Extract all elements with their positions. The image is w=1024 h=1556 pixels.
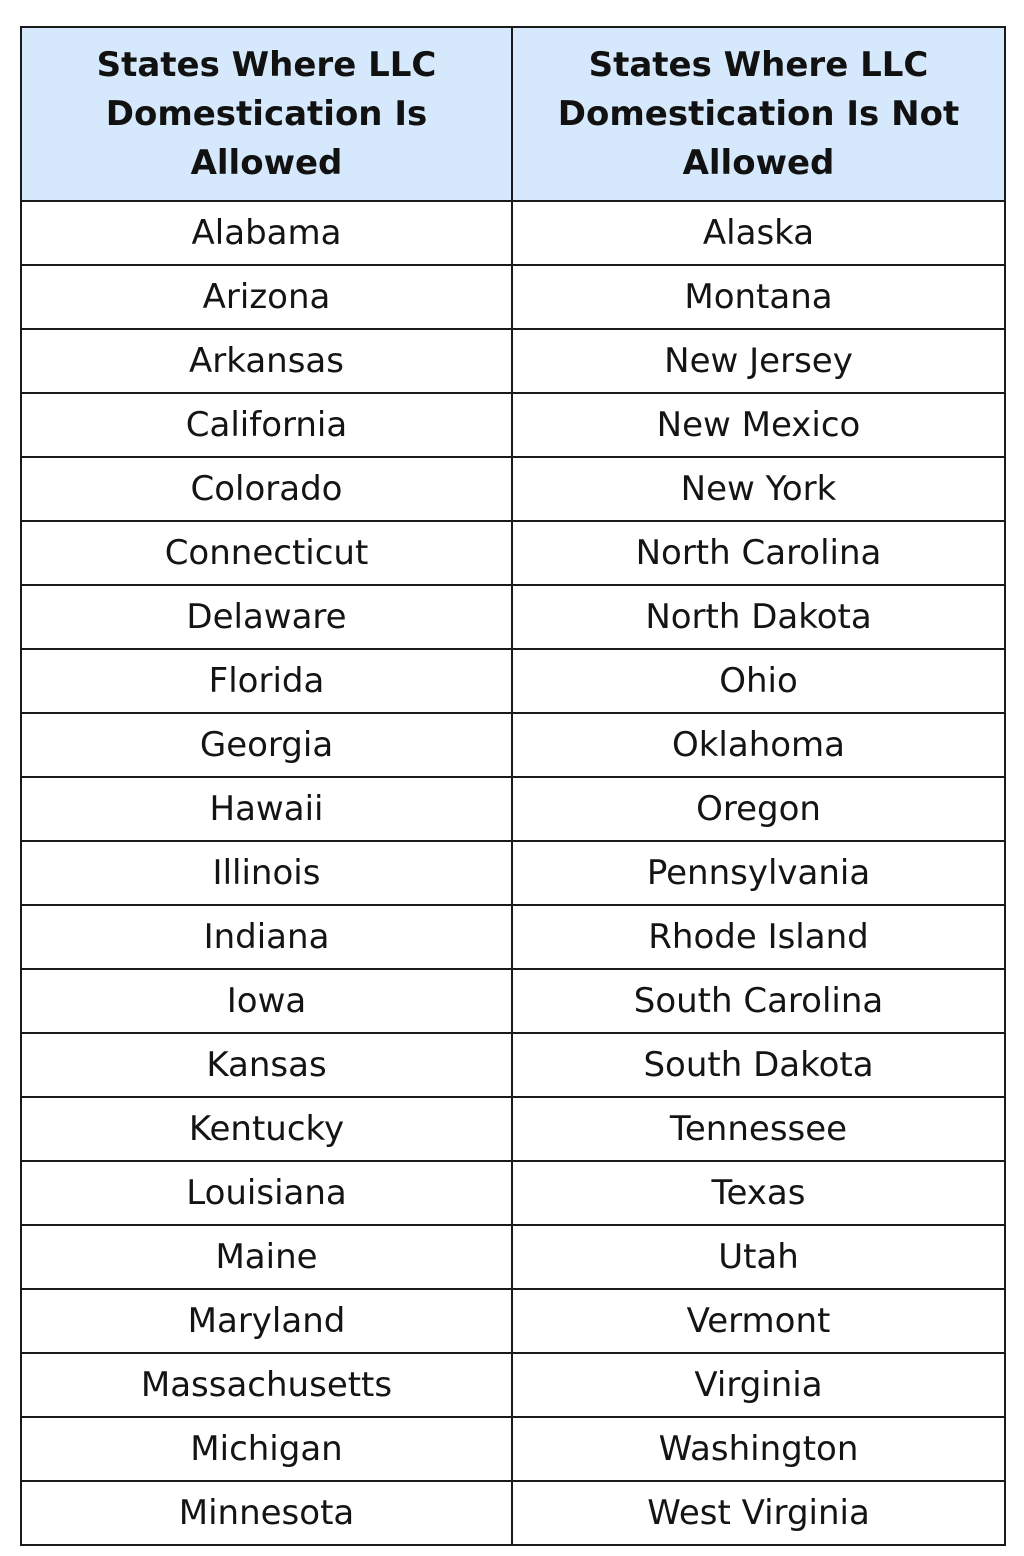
table-header bbox=[21, 27, 1005, 201]
allowed-state-cell: Maryland bbox=[21, 1289, 512, 1353]
not-allowed-state-cell: Montana bbox=[512, 265, 1005, 329]
table-body bbox=[21, 201, 1005, 1545]
not-allowed-state-cell: Tennessee bbox=[512, 1097, 1005, 1161]
allowed-state-cell: Arizona bbox=[21, 265, 512, 329]
not-allowed-state-cell: North Dakota bbox=[512, 585, 1005, 649]
not-allowed-state-cell: Washington bbox=[512, 1417, 1005, 1481]
table-row bbox=[21, 1289, 1005, 1353]
allowed-state-cell: Indiana bbox=[21, 905, 512, 969]
table-row bbox=[21, 713, 1005, 777]
not-allowed-state-cell: New York bbox=[512, 457, 1005, 521]
allowed-state-cell: Iowa bbox=[21, 969, 512, 1033]
header-not-allowed: States Where LLC Domestication Is Not Allowed bbox=[512, 27, 1005, 201]
allowed-state-cell: Louisiana bbox=[21, 1161, 512, 1225]
table-row bbox=[21, 1417, 1005, 1481]
not-allowed-state-cell: Oregon bbox=[512, 777, 1005, 841]
not-allowed-state-cell: Texas bbox=[512, 1161, 1005, 1225]
allowed-state-cell: Kansas bbox=[21, 1033, 512, 1097]
allowed-state-cell: Arkansas bbox=[21, 329, 512, 393]
table-row bbox=[21, 969, 1005, 1033]
table-row bbox=[21, 521, 1005, 585]
table-row bbox=[21, 1161, 1005, 1225]
allowed-state-cell: Kentucky bbox=[21, 1097, 512, 1161]
not-allowed-state-cell: North Carolina bbox=[512, 521, 1005, 585]
allowed-state-cell: Maine bbox=[21, 1225, 512, 1289]
table-row bbox=[21, 329, 1005, 393]
table-row bbox=[21, 1033, 1005, 1097]
table-row bbox=[21, 841, 1005, 905]
not-allowed-state-cell: West Virginia bbox=[512, 1481, 1005, 1545]
not-allowed-state-cell: Ohio bbox=[512, 649, 1005, 713]
not-allowed-state-cell: Oklahoma bbox=[512, 713, 1005, 777]
header-allowed: States Where LLC Domestication Is Allowed bbox=[21, 27, 512, 201]
table-row bbox=[21, 393, 1005, 457]
allowed-state-cell: Michigan bbox=[21, 1417, 512, 1481]
table-row bbox=[21, 905, 1005, 969]
allowed-state-cell: Delaware bbox=[21, 585, 512, 649]
allowed-state-cell: Florida bbox=[21, 649, 512, 713]
llc-domestication-table bbox=[20, 26, 1006, 1546]
table-row bbox=[21, 201, 1005, 265]
not-allowed-state-cell: New Jersey bbox=[512, 329, 1005, 393]
allowed-state-cell: Georgia bbox=[21, 713, 512, 777]
table-row bbox=[21, 777, 1005, 841]
header-row bbox=[21, 27, 1005, 201]
allowed-state-cell: Connecticut bbox=[21, 521, 512, 585]
not-allowed-state-cell: Utah bbox=[512, 1225, 1005, 1289]
table-row bbox=[21, 1097, 1005, 1161]
not-allowed-state-cell: New Mexico bbox=[512, 393, 1005, 457]
table-row bbox=[21, 1353, 1005, 1417]
allowed-state-cell: Illinois bbox=[21, 841, 512, 905]
table-row bbox=[21, 585, 1005, 649]
allowed-state-cell: California bbox=[21, 393, 512, 457]
table-row bbox=[21, 457, 1005, 521]
table-row bbox=[21, 1481, 1005, 1545]
not-allowed-state-cell: South Carolina bbox=[512, 969, 1005, 1033]
not-allowed-state-cell: Virginia bbox=[512, 1353, 1005, 1417]
domestication-table-container bbox=[20, 26, 1004, 1556]
allowed-state-cell: Colorado bbox=[21, 457, 512, 521]
not-allowed-state-cell: Alaska bbox=[512, 201, 1005, 265]
not-allowed-state-cell: South Dakota bbox=[512, 1033, 1005, 1097]
allowed-state-cell: Minnesota bbox=[21, 1481, 512, 1545]
table-row bbox=[21, 649, 1005, 713]
allowed-state-cell: Hawaii bbox=[21, 777, 512, 841]
not-allowed-state-cell: Pennsylvania bbox=[512, 841, 1005, 905]
allowed-state-cell: Alabama bbox=[21, 201, 512, 265]
table-row bbox=[21, 1225, 1005, 1289]
allowed-state-cell: Massachusetts bbox=[21, 1353, 512, 1417]
not-allowed-state-cell: Vermont bbox=[512, 1289, 1005, 1353]
table-row bbox=[21, 265, 1005, 329]
not-allowed-state-cell: Rhode Island bbox=[512, 905, 1005, 969]
